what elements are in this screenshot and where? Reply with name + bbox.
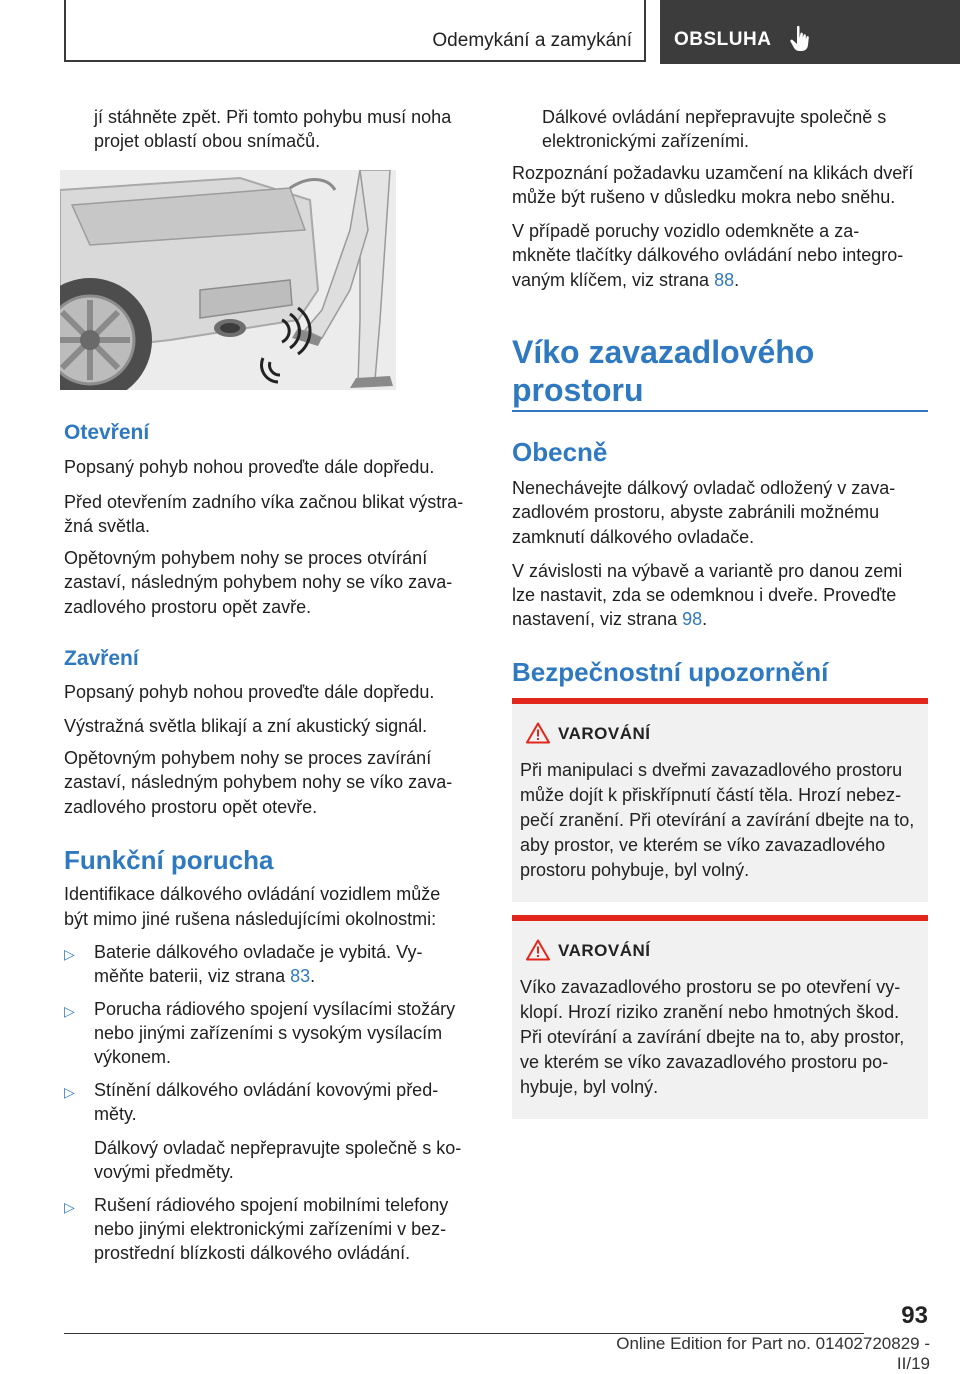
bullet-4b: nebo jinými elektronickými zařízeními v bez‐ xyxy=(94,1219,447,1239)
heading-fault: Funkční porucha xyxy=(64,845,274,875)
open-text-2b: žná světla. xyxy=(64,516,151,536)
open-text-3b: zastaví, následným pohybem nohy se víko zava‐ xyxy=(64,572,453,592)
open-text-1: Popsaný pohyb nohou proveďte dále dopředu. xyxy=(64,457,435,477)
page-link-88[interactable]: 88 xyxy=(714,270,735,290)
right-text-2a: V případě poruchy vozidlo odemkněte a za‐ xyxy=(512,221,860,241)
bullet-3b: měty. xyxy=(94,1104,137,1124)
section-title-box xyxy=(64,0,646,62)
continued-text-2: projet oblastí obou snímačů. xyxy=(94,131,321,151)
bullet-3a: Stínění dálkového ovládání kovovými před‐ xyxy=(94,1080,439,1100)
close-text-1: Popsaný pohyb nohou proveďte dále dopředu. xyxy=(64,682,435,702)
page-header xyxy=(64,0,960,64)
open-text-3c: zadlového prostoru opět zavře. xyxy=(64,597,312,617)
heading-open: Otevření xyxy=(64,421,150,444)
bullet-4c: prostřední blízkosti dálkového ovládání. xyxy=(94,1243,411,1263)
right-text-1b: může být rušeno v důsledku mokra nebo sněhu. xyxy=(512,187,896,207)
general-text-1b: zadlovém prostoru, abyste zabránili možnému xyxy=(512,502,880,522)
chapter-tab[interactable] xyxy=(660,0,960,64)
bullet-3d: vovými předměty. xyxy=(94,1162,234,1182)
warning-title: VAROVÁNÍ xyxy=(558,941,651,960)
page-link-83[interactable]: 83 xyxy=(290,966,311,986)
heading-tailgate-line2: prostoru xyxy=(512,372,644,408)
warning-triangle-icon xyxy=(526,939,550,961)
page-number: 93 xyxy=(901,1302,928,1329)
warning-title: VAROVÁNÍ xyxy=(558,724,651,743)
heading-general: Obecně xyxy=(512,437,608,467)
close-text-3c: zadlového prostoru opět otevře. xyxy=(64,797,318,817)
bullet-3c: Dálkový ovladač nepřepravujte společně s ko‐ xyxy=(94,1138,462,1158)
general-text-1c: zamknutí dálkového ovladače. xyxy=(512,527,755,547)
warning-triangle-icon xyxy=(526,722,550,744)
continued-text-r2: elektronickými zařízeními. xyxy=(542,131,750,151)
right-text-1a: Rozpoznání požadavku uzamčení na klikách dveří xyxy=(512,163,914,183)
bullet-marker: ▷ xyxy=(64,1199,75,1215)
close-text-3a: Opětovným pohybem nohy se proces zavírání xyxy=(64,748,432,768)
bullet-2c: výkonem. xyxy=(94,1047,172,1067)
heading-underline xyxy=(512,410,928,412)
continued-text-1: jí stáhněte zpět. Při tomto pohybu musí noha xyxy=(94,107,452,127)
close-text-3b: zastaví, následným pohybem nohy se víko zava‐ xyxy=(64,772,453,792)
bullet-1a: Baterie dálkového ovladače je vybitá. Vy‐ xyxy=(94,942,423,962)
right-text-2c: vaným klíčem, viz strana 88. xyxy=(512,270,740,290)
bullet-marker: ▷ xyxy=(64,1003,75,1019)
tailgate-foot-gesture-illustration xyxy=(60,170,396,390)
heading-safety: Bezpečnostní upozornění xyxy=(512,657,829,687)
heading-close: Zavření xyxy=(64,647,139,670)
bullet-2a: Porucha rádiového spojení vysílacími stožáry xyxy=(94,999,456,1019)
page-link-98[interactable]: 98 xyxy=(682,609,703,629)
hand-pointer-icon xyxy=(786,24,816,54)
right-text-2b: mkněte tlačítky dálkového ovládání nebo integro‐ xyxy=(512,245,904,265)
continued-text-r1: Dálkové ovládání nepřepravujte společně s xyxy=(542,107,887,127)
heading-tailgate-line1: Víko zavazadlového xyxy=(512,334,815,370)
warning-box-1 xyxy=(512,698,928,902)
fault-text-1a: Identifikace dálkového ovládání vozidlem může xyxy=(64,884,441,904)
edition-note: Online Edition for Part no. 01402720829 - II/19 xyxy=(616,1334,930,1373)
general-text-2c: nastavení, viz strana 98. xyxy=(512,609,708,629)
chapter-tab-label: OBSLUHA xyxy=(674,29,772,50)
open-text-2a: Před otevřením zadního víka začnou blikat výstra‐ xyxy=(64,492,464,512)
warning-box-2 xyxy=(512,915,928,1119)
bullet-marker: ▷ xyxy=(64,946,75,962)
bullet-4a: Rušení rádiového spojení mobilními telefony xyxy=(94,1195,449,1215)
general-text-2a: V závislosti na výbavě a variantě pro danou zemi xyxy=(512,561,903,581)
section-title: Odemykání a zamykání xyxy=(432,30,632,51)
bullet-marker: ▷ xyxy=(64,1084,75,1100)
fault-text-1b: být mimo jiné rušena následujícími okolnostmi: xyxy=(64,909,437,929)
bullet-1b: měňte baterii, viz strana 83. xyxy=(94,966,316,986)
bullet-2b: nebo jinými zařízeními s vysokým vysílacím xyxy=(94,1023,443,1043)
general-text-2b: lze nastavit, zda se odemknou i dveře. Proveďte xyxy=(512,585,897,605)
warning-body: Při manipulaci s dveřmi zavazadlového prostoru může dojít k přiskřípnutí částí těla. Hrozí nebez‐ pečí zranění. Při otevírání a zavírání dbejte na to, aby prostor, ve kterém se víko zavazadlového prostoru pohybuje, byl volný. xyxy=(520,760,915,880)
open-text-3a: Opětovným pohybem nohy se proces otvírání xyxy=(64,548,428,568)
general-text-1a: Nenechávejte dálkový ovladač odložený v zava‐ xyxy=(512,478,896,498)
close-text-2: Výstražná světla blikají a zní akustický signál. xyxy=(64,716,428,736)
warning-body: Víko zavazadlového prostoru se po otevření vy‐ klopí. Hrozí riziko zranění nebo hmotných škod. Při otevírání a zavírání dbejte na to, aby prostor, ve kterém se víko zavazadlového prostoru po‐ hybuje, byl volný. xyxy=(520,977,905,1097)
